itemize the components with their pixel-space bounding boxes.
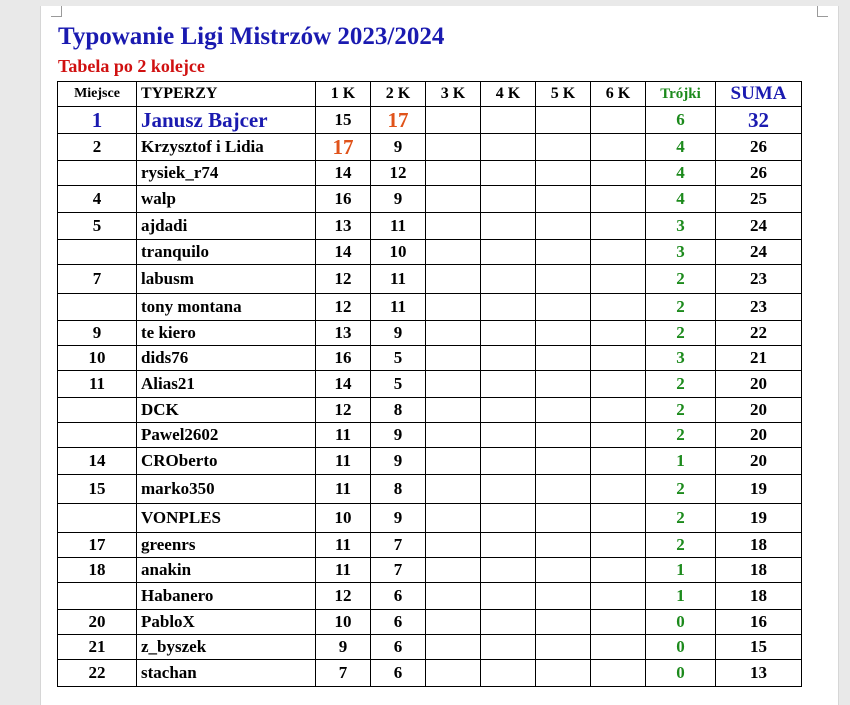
cell-round-3	[426, 240, 481, 265]
cell-name: greenrs	[137, 533, 316, 558]
cell-place: 1	[58, 107, 137, 134]
cell-round-1: 7	[316, 660, 371, 687]
cell-trojki: 2	[646, 475, 716, 504]
cell-round-2: 6	[371, 583, 426, 610]
table-row	[58, 346, 802, 371]
cell-round-3	[426, 161, 481, 186]
cell-name: te kiero	[137, 321, 316, 346]
cell-round-3	[426, 610, 481, 635]
cell-round-2: 6	[371, 610, 426, 635]
cell-suma: 20	[716, 448, 802, 475]
cell-round-1: 11	[316, 533, 371, 558]
cell-suma: 25	[716, 186, 802, 213]
cell-round-1: 14	[316, 161, 371, 186]
cell-round-1: 13	[316, 213, 371, 240]
cell-suma: 24	[716, 213, 802, 240]
cell-round-1: 14	[316, 371, 371, 398]
cell-round-4	[481, 558, 536, 583]
cell-round-5	[536, 423, 591, 448]
table-row	[58, 583, 802, 610]
cell-round-3	[426, 583, 481, 610]
document-page	[40, 6, 839, 705]
cell-round-3	[426, 423, 481, 448]
header-round-6: 6 K	[591, 82, 646, 107]
cell-suma: 15	[716, 635, 802, 660]
cell-name: dids76	[137, 346, 316, 371]
cell-round-6	[591, 583, 646, 610]
cell-suma: 21	[716, 346, 802, 371]
cell-round-5	[536, 660, 591, 687]
cell-suma: 20	[716, 423, 802, 448]
cell-round-6	[591, 346, 646, 371]
cell-name: marko350	[137, 475, 316, 504]
cell-trojki: 2	[646, 265, 716, 294]
table-row	[58, 294, 802, 321]
cell-place	[58, 161, 137, 186]
cell-round-1: 11	[316, 475, 371, 504]
cell-name: Habanero	[137, 583, 316, 610]
document-subtitle: Tabela po 2 kolejce	[58, 56, 205, 76]
cell-round-3	[426, 265, 481, 294]
header-round-3: 3 K	[426, 82, 481, 107]
cell-place	[58, 240, 137, 265]
cell-place: 14	[58, 448, 137, 475]
cell-round-4	[481, 321, 536, 346]
cell-name: z_byszek	[137, 635, 316, 660]
cell-place: 7	[58, 265, 137, 294]
cell-round-6	[591, 635, 646, 660]
cell-name: Alias21	[137, 371, 316, 398]
cell-place: 9	[58, 321, 137, 346]
table-row	[58, 265, 802, 294]
cell-place	[58, 294, 137, 321]
table-row	[58, 240, 802, 265]
cell-trojki: 3	[646, 346, 716, 371]
cell-round-5	[536, 610, 591, 635]
cell-suma: 24	[716, 240, 802, 265]
cell-round-5	[536, 213, 591, 240]
cell-round-1: 12	[316, 583, 371, 610]
cell-name: labusm	[137, 265, 316, 294]
table-row	[58, 213, 802, 240]
cell-round-3	[426, 398, 481, 423]
cell-round-2: 9	[371, 448, 426, 475]
header-typerzy: TYPERZY	[137, 82, 316, 107]
cell-round-2: 9	[371, 186, 426, 213]
cell-round-5	[536, 321, 591, 346]
cell-suma: 18	[716, 533, 802, 558]
cell-name: tony montana	[137, 294, 316, 321]
cell-round-2: 9	[371, 423, 426, 448]
cell-round-3	[426, 635, 481, 660]
cell-trojki: 4	[646, 134, 716, 161]
cell-trojki: 3	[646, 213, 716, 240]
cell-trojki: 0	[646, 610, 716, 635]
cell-place: 4	[58, 186, 137, 213]
cell-round-5	[536, 475, 591, 504]
cell-round-6	[591, 134, 646, 161]
cell-round-5	[536, 371, 591, 398]
cell-round-2: 6	[371, 660, 426, 687]
cell-place	[58, 504, 137, 533]
cell-round-2: 11	[371, 294, 426, 321]
cell-round-6	[591, 448, 646, 475]
cell-round-6	[591, 294, 646, 321]
cell-place: 22	[58, 660, 137, 687]
cell-round-2: 8	[371, 398, 426, 423]
cell-name: anakin	[137, 558, 316, 583]
cell-round-5	[536, 533, 591, 558]
cell-place: 18	[58, 558, 137, 583]
header-round-4: 4 K	[481, 82, 536, 107]
cell-round-4	[481, 186, 536, 213]
cell-round-6	[591, 371, 646, 398]
cell-round-6	[591, 504, 646, 533]
cell-name: stachan	[137, 660, 316, 687]
cell-round-4	[481, 346, 536, 371]
table-row	[58, 107, 802, 134]
cell-round-5	[536, 583, 591, 610]
table-row	[58, 321, 802, 346]
cell-suma: 26	[716, 134, 802, 161]
cell-round-2: 7	[371, 533, 426, 558]
cell-round-6	[591, 107, 646, 134]
cell-round-6	[591, 321, 646, 346]
cell-round-4	[481, 423, 536, 448]
cell-suma: 13	[716, 660, 802, 687]
cell-place	[58, 398, 137, 423]
cell-suma: 32	[716, 107, 802, 134]
cell-round-4	[481, 448, 536, 475]
cell-round-5	[536, 161, 591, 186]
cell-round-1: 9	[316, 635, 371, 660]
cell-place: 5	[58, 213, 137, 240]
cell-round-4	[481, 134, 536, 161]
cell-round-6	[591, 533, 646, 558]
table-row	[58, 186, 802, 213]
cell-round-4	[481, 635, 536, 660]
cell-round-6	[591, 186, 646, 213]
cell-round-3	[426, 321, 481, 346]
cell-trojki: 0	[646, 635, 716, 660]
table-row	[58, 134, 802, 161]
cell-suma: 18	[716, 583, 802, 610]
cell-name: Pawel2602	[137, 423, 316, 448]
table-row	[58, 558, 802, 583]
cell-round-1: 10	[316, 504, 371, 533]
cell-round-4	[481, 533, 536, 558]
header-row	[58, 82, 802, 107]
cell-trojki: 2	[646, 294, 716, 321]
header-place: Miejsce	[58, 82, 137, 107]
cell-trojki: 2	[646, 423, 716, 448]
cell-round-3	[426, 186, 481, 213]
cell-round-6	[591, 161, 646, 186]
cell-suma: 22	[716, 321, 802, 346]
table-row	[58, 660, 802, 687]
cell-place: 11	[58, 371, 137, 398]
table-row	[58, 448, 802, 475]
cell-round-5	[536, 398, 591, 423]
cell-suma: 23	[716, 265, 802, 294]
cell-trojki: 2	[646, 371, 716, 398]
cell-round-2: 9	[371, 134, 426, 161]
cell-suma: 18	[716, 558, 802, 583]
cell-trojki: 1	[646, 448, 716, 475]
cell-round-5	[536, 635, 591, 660]
table-row	[58, 398, 802, 423]
cell-round-4	[481, 294, 536, 321]
cell-round-6	[591, 660, 646, 687]
cell-round-4	[481, 504, 536, 533]
cell-round-6	[591, 265, 646, 294]
table-row	[58, 475, 802, 504]
cell-round-1: 14	[316, 240, 371, 265]
cell-round-6	[591, 213, 646, 240]
cell-round-1: 16	[316, 186, 371, 213]
cell-trojki: 2	[646, 321, 716, 346]
cell-round-4	[481, 265, 536, 294]
cell-round-2: 12	[371, 161, 426, 186]
cell-round-3	[426, 504, 481, 533]
cell-round-1: 11	[316, 448, 371, 475]
cell-place: 2	[58, 134, 137, 161]
cell-round-1: 12	[316, 265, 371, 294]
cell-place: 15	[58, 475, 137, 504]
cell-round-2: 9	[371, 321, 426, 346]
cell-name: DCK	[137, 398, 316, 423]
cell-round-4	[481, 371, 536, 398]
cell-trojki: 4	[646, 161, 716, 186]
cell-place	[58, 423, 137, 448]
cell-round-3	[426, 294, 481, 321]
cell-round-1: 13	[316, 321, 371, 346]
cell-place	[58, 583, 137, 610]
table-row	[58, 533, 802, 558]
cell-trojki: 1	[646, 558, 716, 583]
cell-round-2: 10	[371, 240, 426, 265]
cell-name: rysiek_r74	[137, 161, 316, 186]
header-round-5: 5 K	[536, 82, 591, 107]
cell-name: Janusz Bajcer	[137, 107, 316, 134]
cell-name: tranquilo	[137, 240, 316, 265]
cell-round-5	[536, 558, 591, 583]
cell-round-4	[481, 583, 536, 610]
header-suma: SUMA	[716, 82, 802, 107]
cell-round-6	[591, 475, 646, 504]
cell-round-5	[536, 294, 591, 321]
cell-round-3	[426, 371, 481, 398]
cell-name: CROberto	[137, 448, 316, 475]
cell-suma: 23	[716, 294, 802, 321]
cell-trojki: 2	[646, 533, 716, 558]
cell-round-1: 12	[316, 294, 371, 321]
cell-round-2: 7	[371, 558, 426, 583]
cell-round-6	[591, 610, 646, 635]
cell-suma: 26	[716, 161, 802, 186]
cell-round-5	[536, 107, 591, 134]
cell-round-2: 6	[371, 635, 426, 660]
cell-round-1: 11	[316, 558, 371, 583]
standings-table	[57, 81, 802, 687]
cell-trojki: 3	[646, 240, 716, 265]
cell-round-1: 16	[316, 346, 371, 371]
cell-place: 20	[58, 610, 137, 635]
cell-round-2: 8	[371, 475, 426, 504]
cell-round-5	[536, 186, 591, 213]
cell-round-4	[481, 475, 536, 504]
cell-round-5	[536, 346, 591, 371]
table-row	[58, 161, 802, 186]
cell-round-6	[591, 240, 646, 265]
cell-round-4	[481, 398, 536, 423]
cell-round-5	[536, 265, 591, 294]
cell-name: VONPLES	[137, 504, 316, 533]
cell-round-3	[426, 448, 481, 475]
cell-round-3	[426, 346, 481, 371]
cell-round-5	[536, 240, 591, 265]
table-row	[58, 610, 802, 635]
table-row	[58, 423, 802, 448]
cell-round-3	[426, 660, 481, 687]
table-row	[58, 371, 802, 398]
cell-round-5	[536, 448, 591, 475]
cell-round-1: 11	[316, 423, 371, 448]
cell-round-1: 15	[316, 107, 371, 134]
cell-round-2: 5	[371, 371, 426, 398]
cell-round-2: 5	[371, 346, 426, 371]
cell-round-2: 17	[371, 107, 426, 134]
cell-round-3	[426, 533, 481, 558]
document-title: Typowanie Ligi Mistrzów 2023/2024	[58, 23, 445, 50]
cell-round-5	[536, 504, 591, 533]
cell-place: 10	[58, 346, 137, 371]
table-row	[58, 635, 802, 660]
cell-round-4	[481, 610, 536, 635]
cell-round-3	[426, 213, 481, 240]
cell-name: PabloX	[137, 610, 316, 635]
cell-round-3	[426, 558, 481, 583]
cell-round-2: 11	[371, 265, 426, 294]
cell-trojki: 4	[646, 186, 716, 213]
header-round-1: 1 K	[316, 82, 371, 107]
cell-round-3	[426, 475, 481, 504]
cell-place: 17	[58, 533, 137, 558]
cell-round-4	[481, 161, 536, 186]
cell-round-4	[481, 660, 536, 687]
cell-suma: 16	[716, 610, 802, 635]
page-corner-mark	[51, 6, 62, 17]
cell-round-6	[591, 558, 646, 583]
cell-trojki: 6	[646, 107, 716, 134]
table-row	[58, 504, 802, 533]
cell-suma: 19	[716, 504, 802, 533]
cell-round-1: 10	[316, 610, 371, 635]
header-round-2: 2 K	[371, 82, 426, 107]
cell-trojki: 1	[646, 583, 716, 610]
cell-round-5	[536, 134, 591, 161]
cell-place: 21	[58, 635, 137, 660]
cell-name: ajdadi	[137, 213, 316, 240]
page-corner-mark	[817, 6, 828, 17]
cell-round-1: 12	[316, 398, 371, 423]
cell-round-2: 11	[371, 213, 426, 240]
cell-trojki: 2	[646, 504, 716, 533]
cell-suma: 20	[716, 398, 802, 423]
cell-round-4	[481, 213, 536, 240]
cell-round-4	[481, 240, 536, 265]
cell-round-4	[481, 107, 536, 134]
cell-name: Krzysztof i Lidia	[137, 134, 316, 161]
cell-name: walp	[137, 186, 316, 213]
cell-round-3	[426, 107, 481, 134]
cell-suma: 19	[716, 475, 802, 504]
cell-trojki: 0	[646, 660, 716, 687]
cell-round-3	[426, 134, 481, 161]
cell-trojki: 2	[646, 398, 716, 423]
header-trojki: Trójki	[646, 82, 716, 107]
cell-suma: 20	[716, 371, 802, 398]
cell-round-2: 9	[371, 504, 426, 533]
cell-round-6	[591, 398, 646, 423]
cell-round-6	[591, 423, 646, 448]
cell-round-1: 17	[316, 134, 371, 161]
